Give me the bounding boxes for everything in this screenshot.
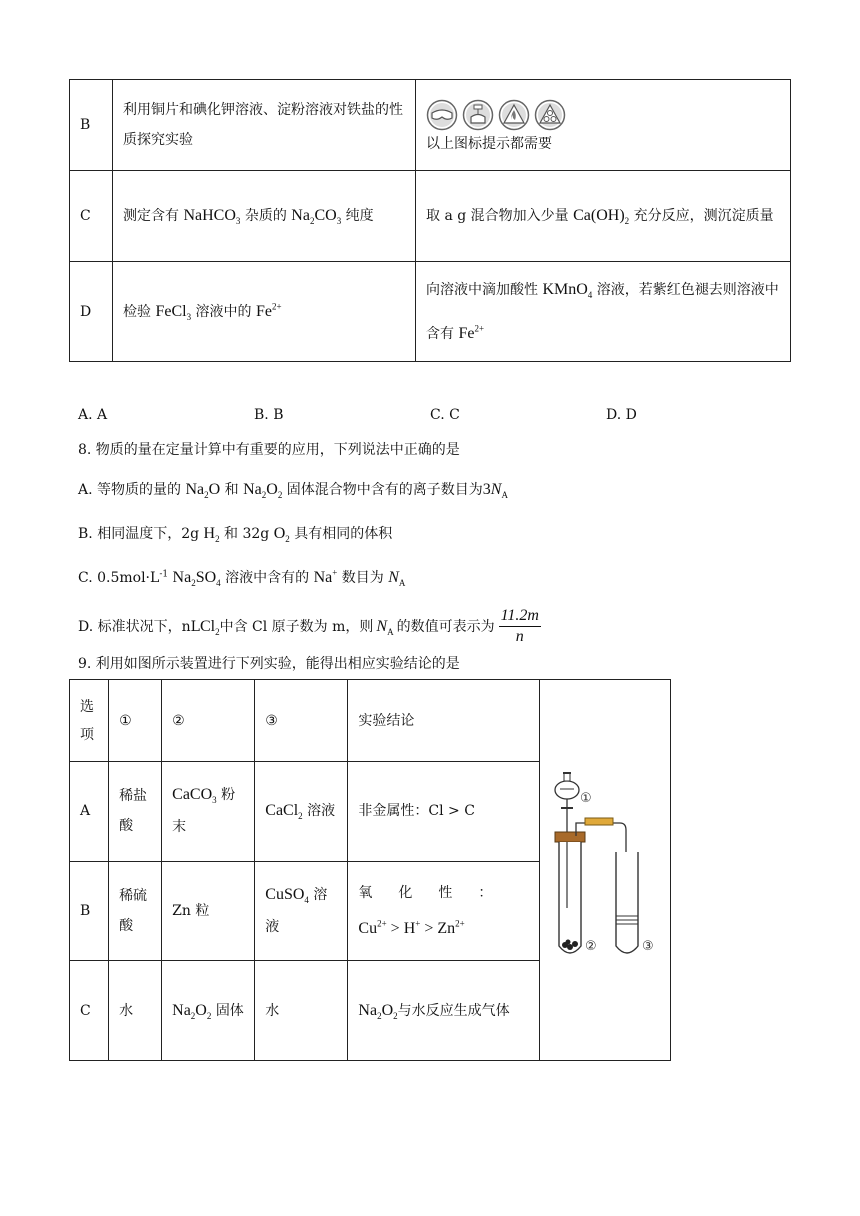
text: 溶液 (265, 887, 328, 936)
text: 固体混合物中含有的离子数目为 (286, 482, 483, 498)
avogadro-symbol: $N_A$ (376, 617, 394, 637)
text: 的数值可表示为 (396, 618, 495, 635)
chem-formula: CaCO$_3$ (172, 786, 217, 806)
header-1: ① (109, 680, 162, 762)
chem-formula: $Ca(OH)_2$ (573, 207, 630, 227)
text: 具有相同的体积 (294, 526, 393, 542)
wash-hands-icon (462, 99, 494, 131)
formula-text: Na (172, 1001, 191, 1019)
formula-text: CuSO (265, 886, 305, 904)
chem-formula: KMnO$_4$ (542, 280, 593, 300)
chem-formula: FeCl$_3$ (155, 302, 192, 322)
q8-option-c (78, 568, 405, 588)
goggles-icon (426, 99, 458, 131)
formula-text: NaHCO (183, 207, 236, 224)
experiment-table-q7 (69, 79, 791, 362)
header-option: 选项 (70, 680, 109, 762)
row-description (113, 262, 416, 362)
ion-text: Fe (458, 324, 475, 342)
option-label: A (70, 762, 109, 862)
text: 中含 Cl 原子数为 m，则 (219, 618, 374, 635)
formula-text: Na (358, 1001, 378, 1019)
text: 数目为 (341, 570, 384, 586)
text: 溶液中含有的 (225, 570, 310, 586)
text: 杂质的 (244, 208, 287, 224)
apparatus-diagram (540, 680, 670, 1050)
conclusion (348, 961, 539, 1061)
formula-text: Cl (199, 617, 216, 635)
row-description (113, 171, 416, 262)
option-label: B (70, 861, 109, 961)
ion-text: Na (313, 569, 333, 586)
label-3: ③ (641, 939, 654, 954)
formula-text: Ca(OH) (573, 207, 625, 224)
fraction (499, 606, 541, 647)
experiment-table-q9 (69, 679, 671, 1061)
fraction-denominator: n (515, 628, 524, 645)
fraction-numerator: 11.2m (499, 606, 541, 627)
ion-text: Fe (255, 302, 272, 320)
formula-text: Na (172, 569, 192, 586)
table-row (70, 262, 791, 362)
formula-text: H (203, 525, 216, 542)
text: 固体 (215, 1002, 244, 1019)
apparatus-cell (539, 680, 670, 1061)
conclusion (348, 861, 539, 961)
option-b: B. B (254, 407, 284, 423)
text: 取 a g 混合物加入少量 (426, 208, 569, 224)
conclusion: 非金属性：Cl > C (348, 762, 539, 862)
chem-formula: CaCl$_2$ (265, 802, 303, 822)
chem-formula: $O_2$ (273, 525, 290, 545)
question-9-stem: 9. 利用如图所示装置进行下列实验，能得出相应实验结论的是 (78, 656, 460, 672)
q8-option-b (78, 524, 392, 544)
header-2: ② (162, 680, 255, 762)
label-1: ① (579, 791, 592, 806)
q8-option-d (78, 606, 541, 647)
reagent-1: 稀盐酸 (109, 762, 162, 862)
text: 纯度 (345, 208, 374, 224)
text: 溶液 (307, 803, 336, 820)
chem-formula: CuSO$_4$ (265, 886, 309, 906)
reagent-2 (162, 762, 255, 862)
hazard-icons (426, 99, 780, 131)
reagent-3 (255, 861, 348, 961)
chem-formula: $Na_2O_2$ (243, 481, 283, 501)
text: B. 相同温度下，2g (78, 526, 200, 542)
chem-formula: $Na_2CO_3$ (291, 207, 342, 227)
formula-text: CaCO (172, 786, 213, 804)
icon-note: 以上图标提示都需要 (426, 136, 552, 152)
formula-text: CaCl (265, 802, 299, 820)
chem-formula: $Na_2O$ (185, 481, 221, 501)
text: 和 (224, 482, 239, 498)
option-d: D. D (606, 407, 637, 423)
table-row (70, 80, 791, 171)
chem-formula: $Cl_2$ (199, 617, 220, 637)
flame-icon (498, 99, 530, 131)
text: 溶液，若紫红色褪去则溶液中含有 (426, 281, 779, 342)
formula-text: Na (185, 481, 205, 498)
text: 检验 (123, 303, 151, 320)
label-2: ② (584, 939, 597, 954)
formula-text: Na (243, 481, 262, 498)
chem-ion: $Fe^{2+}$ (255, 301, 282, 320)
row-operation (416, 171, 791, 262)
ventilation-fan-icon (534, 99, 566, 131)
row-label: D (70, 262, 113, 362)
formula-text: KMnO (542, 280, 588, 298)
text: 充分反应，测沉淀质量 (633, 208, 774, 224)
chem-formula: $Na_2O_2$ (172, 1001, 212, 1021)
option-a: A. A (78, 407, 108, 423)
text: 向溶液中滴加酸性 (426, 281, 538, 298)
text: C. 0.5mol·L (78, 570, 160, 586)
reagent-3: 水 (255, 961, 348, 1061)
text: D. 标准状况下，nL (78, 618, 200, 635)
row-operation (416, 262, 791, 362)
option-c: C. C (430, 407, 460, 423)
reagent-1: 稀硫酸 (109, 861, 162, 961)
chem-formula: NaHCO$_3$ (183, 207, 241, 227)
question-8-stem: 8. 物质的量在定量计算中有重要的应用，下列说法中正确的是 (78, 442, 460, 458)
reagent-1: 水 (109, 961, 162, 1061)
text: 测定含有 (123, 208, 179, 224)
table-row (70, 171, 791, 262)
formula-text: FeCl (155, 302, 187, 320)
option-label: C (70, 961, 109, 1061)
row-operation (416, 80, 791, 171)
text: 溶液中的 (195, 303, 252, 320)
row-label: B (70, 80, 113, 171)
reagent-2 (162, 961, 255, 1061)
ion-count: $3N_A$ (482, 481, 508, 501)
chem-ion: Na+ (313, 567, 338, 586)
row-label: C (70, 171, 113, 262)
reagent-2: Zn 粒 (162, 861, 255, 961)
text: 粉末 (172, 787, 236, 836)
superscript: -1 (159, 569, 169, 580)
text: A. 等物质的量的 (78, 482, 182, 498)
formula-text: Na (291, 207, 310, 224)
chem-formula: $Na_2O_2$ (358, 1001, 398, 1021)
formula-text: O (273, 525, 286, 542)
avogadro-symbol: $N_A$ (388, 569, 406, 589)
chem-ion: $Fe^{2+}$ (458, 323, 485, 342)
reagent-3 (255, 762, 348, 862)
conclusion-label: 氧化性： (358, 885, 519, 902)
oxidation-order: $Cu^{2+} > H^+ > Zn^{2+}$ (358, 918, 465, 938)
text: 和 32g (224, 526, 270, 542)
header-conclusion: 实验结论 (348, 680, 539, 762)
table-header-row (70, 680, 671, 762)
row-description: 利用铜片和碘化钾溶液、淀粉溶液对铁盐的性质探究实验 (113, 80, 416, 171)
text: 与水反应生成气体 (397, 1002, 510, 1019)
header-3: ③ (255, 680, 348, 762)
q8-option-a (78, 480, 508, 500)
chem-formula: $Na_2SO_4$ (172, 569, 221, 589)
chem-formula: $H_2$ (203, 525, 220, 545)
